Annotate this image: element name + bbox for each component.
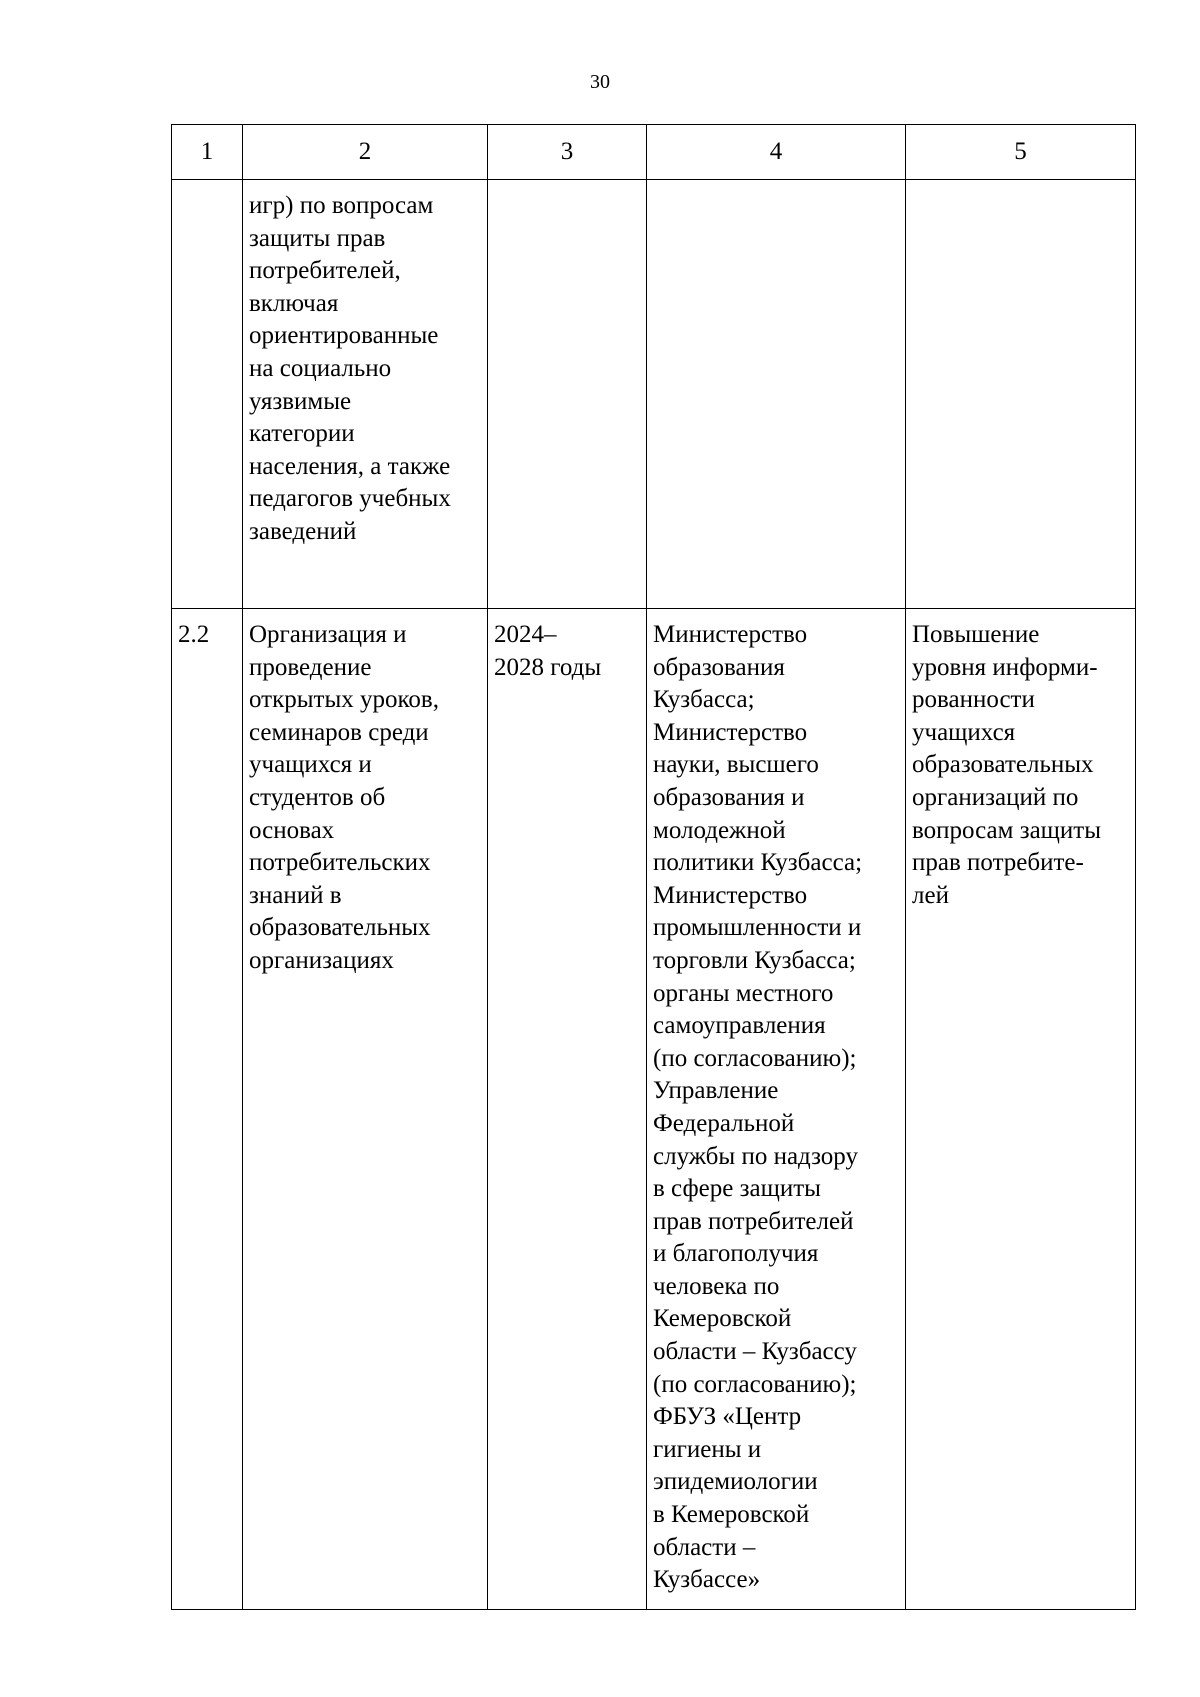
activity-cell: Организация и проведение открытых уроков, семинаров среди учащихся и студентов об основах потребительских знаний в образовательных организациях (243, 609, 488, 1610)
table-row (172, 180, 1136, 609)
column-header-2: 2 (243, 125, 488, 180)
result-cell: Повышение уровня информи- рованности учащихся образовательных организаций по вопросам защиты прав потребите- лей (906, 609, 1136, 1610)
period-cell: 2024– 2028 годы (488, 609, 647, 1610)
column-header-3: 3 (488, 125, 647, 180)
executors-cell (647, 180, 906, 609)
plan-table (171, 124, 1136, 1610)
item-number-cell: 2.2 (172, 609, 243, 1610)
period-cell (488, 180, 647, 609)
column-header-1: 1 (172, 125, 243, 180)
page-number: 30 (590, 71, 610, 93)
activity-cell: игр) по вопросам защиты прав потребителей, включая ориентированные на социально уязвимые категории населения, а также педагогов учебных заведений (243, 180, 488, 609)
executors-cell: Министерство образования Кузбасса; Министерство науки, высшего образования и молодежной политики Кузбасса; Министерство промышленности и торговли Кузбасса; органы местного самоуправления (по согласованию); Управление Федеральной службы по надзору в сфере защиты прав потребителей и благополучия человека по Кемеровской области – Кузбассу (по согласованию); ФБУЗ «Центр гигиены и эпидемиологии в Кемеровской области – Кузбассе» (647, 609, 906, 1610)
column-header-4: 4 (647, 125, 906, 180)
table-row (172, 609, 1136, 1610)
result-cell (906, 180, 1136, 609)
item-number-cell (172, 180, 243, 609)
table-header-row (172, 125, 1136, 180)
column-header-5: 5 (906, 125, 1136, 180)
